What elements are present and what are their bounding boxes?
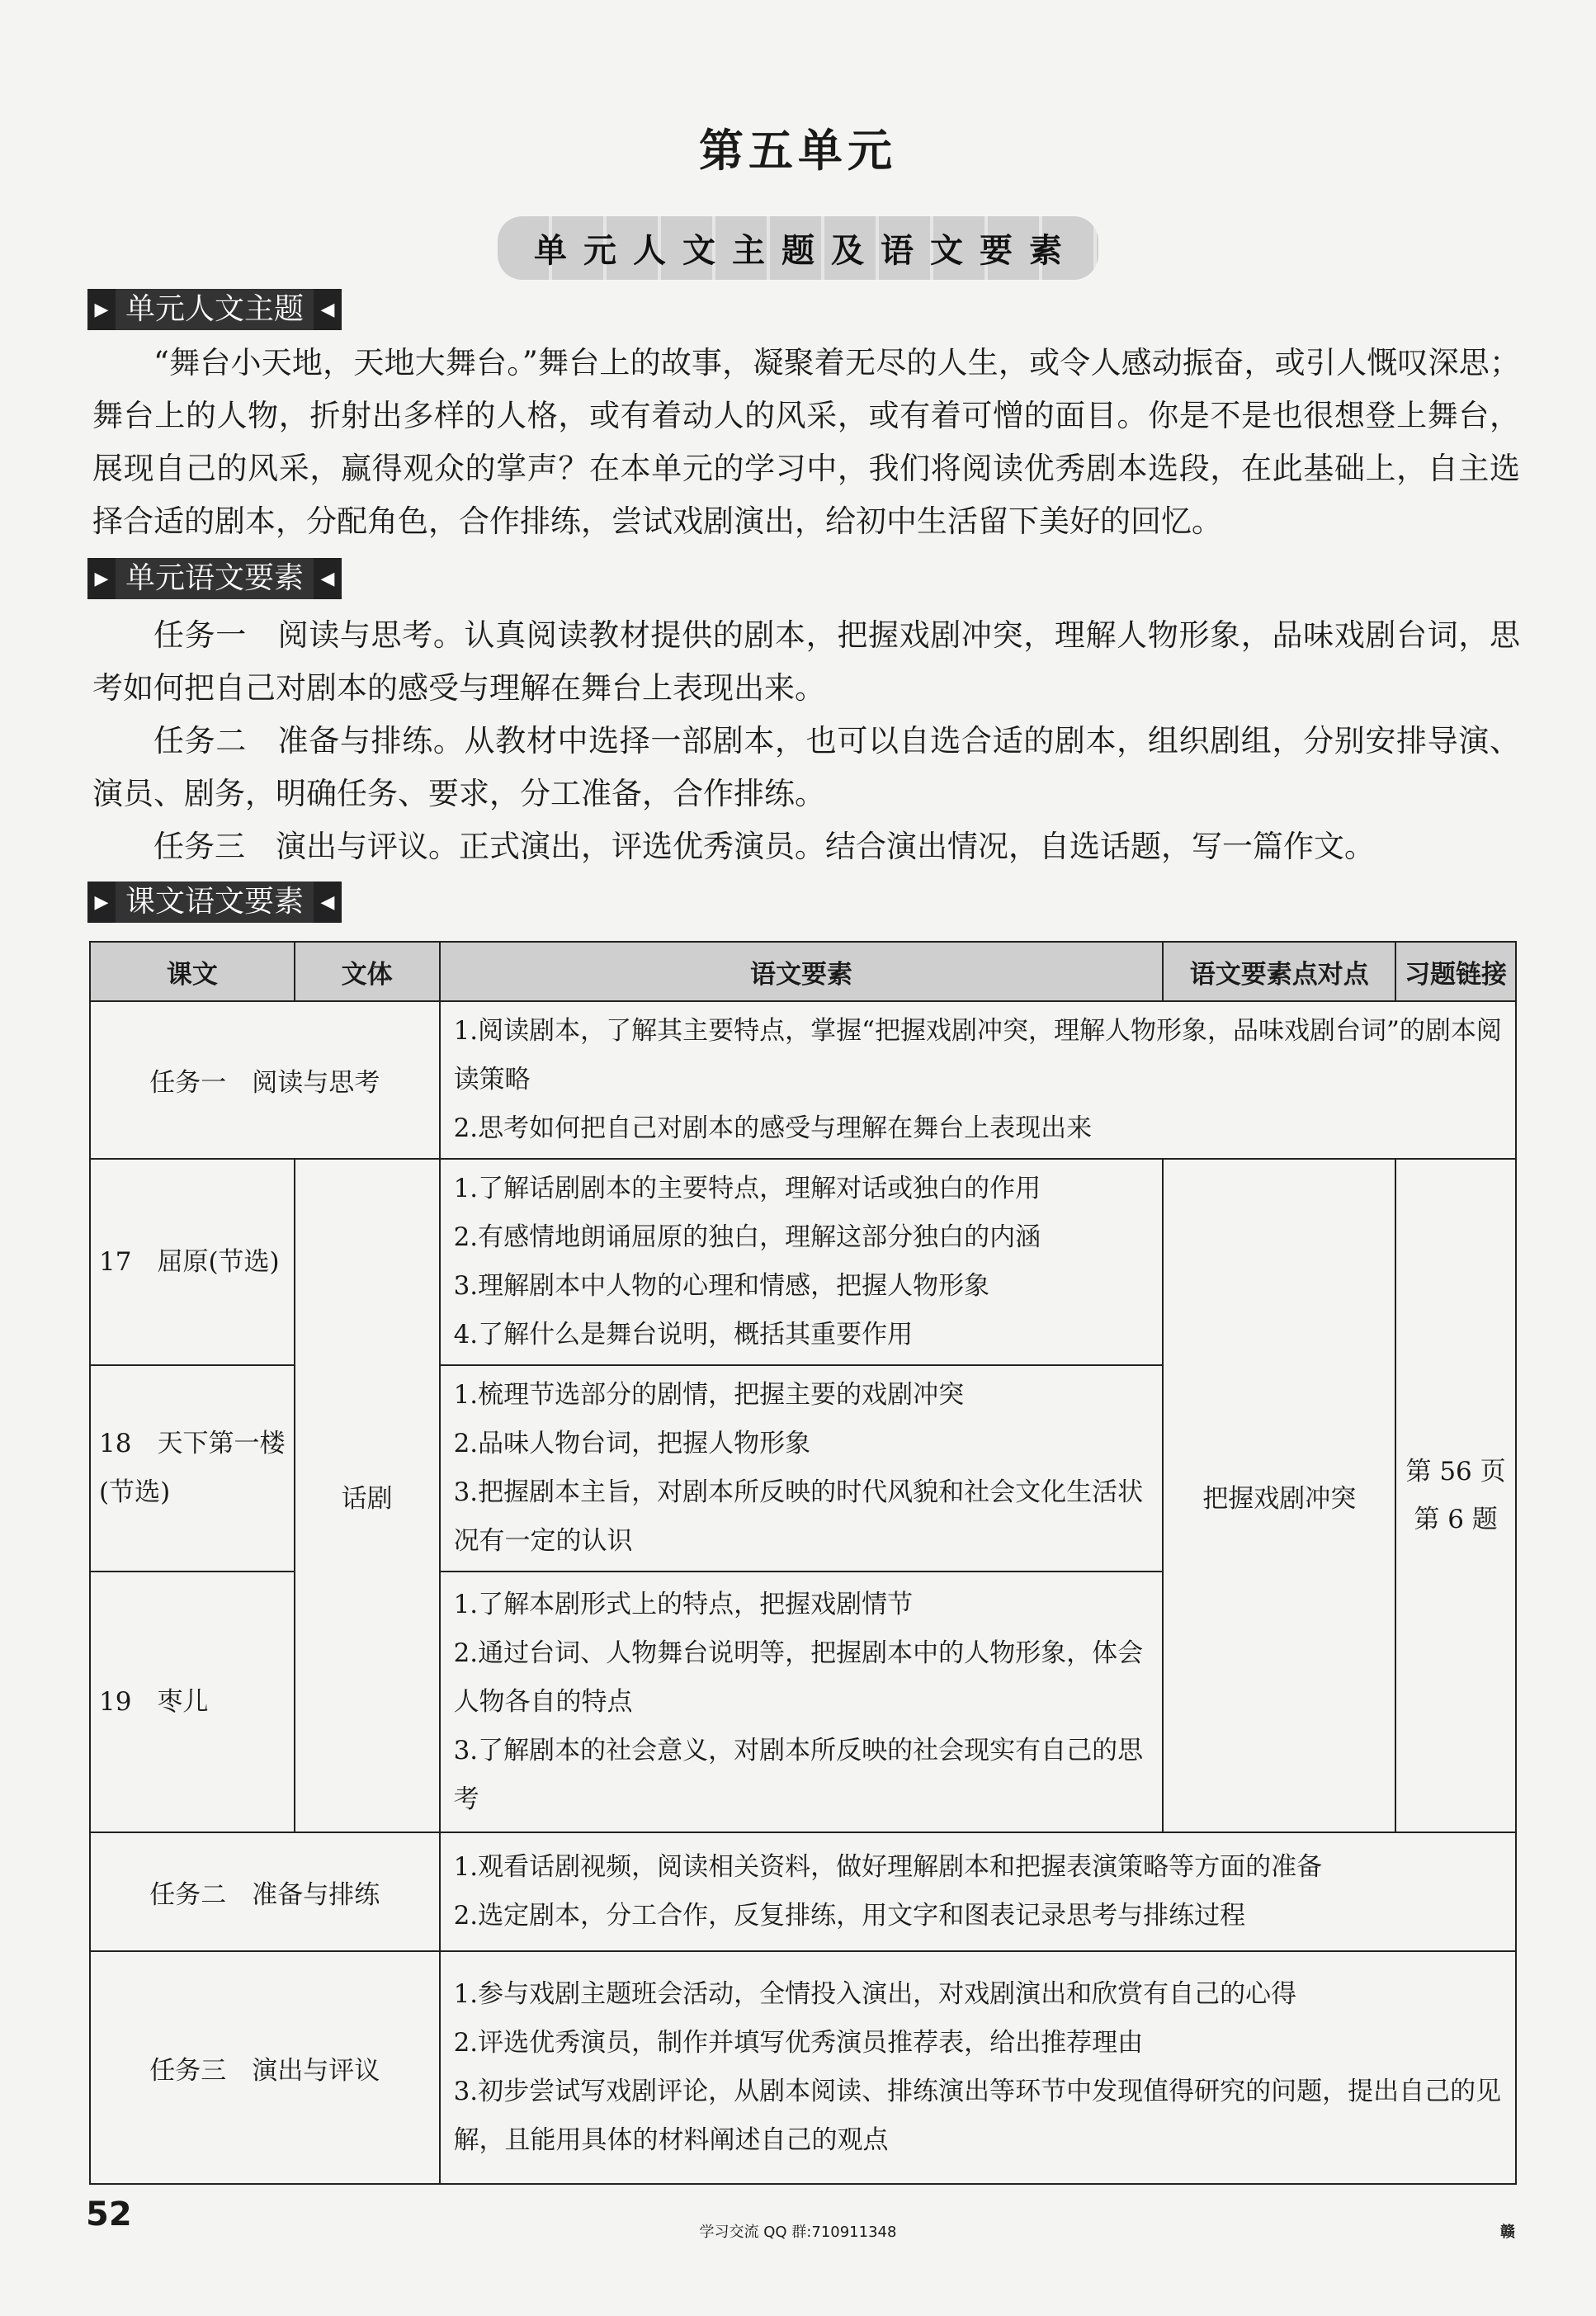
header-lesson: 课文 [90, 942, 295, 1001]
task1-name: 任务一 阅读与思考 [90, 1001, 440, 1159]
lesson-elements-table [89, 941, 1517, 2185]
triangle-right-icon: ▶ [87, 558, 116, 599]
section-label-lesson: ▶ 课文语文要素 ◀ [87, 881, 342, 923]
header-genre: 文体 [295, 942, 440, 1001]
footer-region-mark: 赣 [1500, 2224, 1515, 2241]
triangle-left-icon: ◀ [314, 881, 342, 923]
lesson-18-name: 18 天下第一楼(节选) [90, 1365, 295, 1572]
header-point: 语文要素点对点 [1163, 942, 1395, 1001]
task-paragraph-1: 任务一 阅读与思考。认真阅读教材提供的剧本，把握戏剧冲突，理解人物形象，品味戏剧台词，思考如何把自己对剧本的感受与理解在舞台上表现出来。 [92, 617, 1520, 706]
table-header-row [90, 942, 1516, 1001]
header-link: 习题链接 [1395, 942, 1516, 1001]
task-paragraph-3: 任务三 演出与评议。正式演出，评选优秀演员。结合演出情况，自选话题，写一篇作文。 [153, 829, 1375, 864]
page-title: 第五单元 [699, 125, 897, 177]
theme-paragraph: “舞台小天地，天地大舞台。”舞台上的故事，凝聚着无尽的人生，或令人感动振奋，或引人慨叹深思；舞台上的人物，折射出多样的人格，或有着动人的风采，或有着可憎的面目。你是不是也很想登上舞台，展现自己的风采，赢得观众的掌声？在本单元的学习中，我们将阅读优秀剧本选段，在此基础上，自主选择合适的剧本，分配角色，合作排练，尝试戏剧演出，给初中生活留下美好的回忆。 [92, 345, 1520, 539]
table-row [90, 1951, 1516, 2184]
table-row [90, 1832, 1516, 1951]
triangle-left-icon: ◀ [314, 289, 342, 330]
table-row [90, 1001, 1516, 1159]
task2-name: 任务二 准备与排练 [90, 1832, 440, 1951]
section-label-theme: ▶ 单元人文主题 ◀ [87, 289, 342, 330]
lesson-17-items: 1.了解话剧剧本的主要特点，理解对话或独白的作用 2.有感情地朗诵屈原的独白，理解这部分独白的内涵 3.理解剧本中人物的心理和情感，把握人物形象 4.了解什么是舞台说明，概括其重要作用 [440, 1159, 1164, 1365]
task2-items: 1.观看话剧视频，阅读相关资料，做好理解剧本和把握表演策略等方面的准备 2.选定剧本，分工合作，反复排练，用文字和图表记录思考与排练过程 [440, 1832, 1516, 1951]
link-cell: 第 56 页 第 6 题 [1395, 1159, 1516, 1832]
triangle-left-icon: ◀ [314, 558, 342, 599]
header-elements: 语文要素 [440, 942, 1164, 1001]
triangle-right-icon: ▶ [87, 289, 116, 330]
task3-name: 任务三 演出与评议 [90, 1951, 440, 2184]
footer-qq-group: 学习交流 QQ 群:710911348 [699, 2224, 897, 2241]
task1-items: 1.阅读剧本，了解其主要特点，掌握“把握戏剧冲突，理解人物形象，品味戏剧台词”的剧本阅读策略 2.思考如何把自己对剧本的感受与理解在舞台上表现出来 [440, 1001, 1516, 1159]
page-number: 52 [86, 2195, 132, 2233]
lesson-19-items: 1.了解本剧形式上的特点，把握戏剧情节 2.通过台词、人物舞台说明等，把握剧本中的人物形象，体会人物各自的特点 3.了解剧本的社会意义，对剧本所反映的社会现实有自己的思考 [440, 1572, 1164, 1832]
triangle-right-icon: ▶ [87, 881, 116, 923]
lesson-19-name: 19 枣儿 [90, 1572, 295, 1832]
section-label-language: ▶ 单元语文要素 ◀ [87, 558, 342, 599]
point-cell: 把握戏剧冲突 [1163, 1159, 1395, 1832]
genre-cell: 话剧 [295, 1159, 440, 1832]
task3-items: 1.参与戏剧主题班会活动，全情投入演出，对戏剧演出和欣赏有自己的心得 2.评选优秀演员，制作并填写优秀演员推荐表，给出推荐理由 3.初步尝试写戏剧评论，从剧本阅读、排练演出等环节中发现值得研究的问题，提出自己的见解，且能用具体的材料阐述自己的观点 [440, 1951, 1516, 2184]
table-row [90, 1159, 1516, 1365]
task-paragraph-2: 任务二 准备与排练。从教材中选择一部剧本，也可以自选合适的剧本，组织剧组，分别安排导演、演员、剧务，明确任务、要求，分工准备，合作排练。 [92, 723, 1520, 811]
lesson-17-name: 17 屈原(节选) [90, 1159, 295, 1365]
lesson-18-items: 1.梳理节选部分的剧情，把握主要的戏剧冲突 2.品味人物台词，把握人物形象 3.把握剧本主旨，对剧本所反映的时代风貌和社会文化生活状况有一定的认识 [440, 1365, 1164, 1572]
section-banner: 单元人文主题及语文要素 [498, 216, 1098, 280]
